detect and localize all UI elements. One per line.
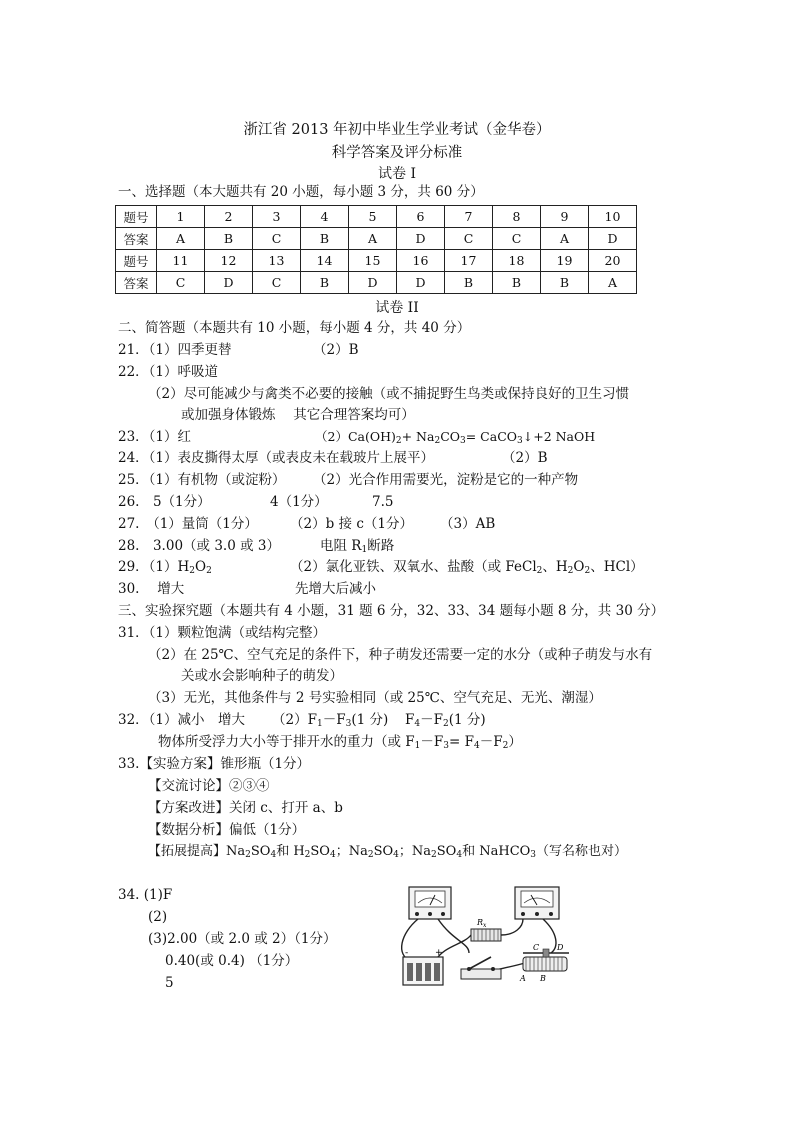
answer-24-part2: （2）B [502, 450, 548, 466]
answer-26-part1: 26. 5（1分） [118, 494, 211, 510]
row-label: 答案 [116, 228, 157, 250]
table-row [116, 272, 637, 294]
resistor-label: $R_x$ [477, 918, 487, 929]
table-cell: 10 [589, 206, 637, 228]
answer-34-part2: (2) [148, 909, 168, 925]
table-cell: 19 [541, 250, 589, 272]
table-cell: C [253, 228, 301, 250]
answer-33-discussion: 【交流讨论】②③④ [148, 778, 270, 794]
terminal-c-label: C [533, 943, 540, 952]
answer-24-part1: 24．（1）表皮撕得太厚（或表皮未在载玻片上展平） [118, 450, 435, 466]
answer-26-part2: 4（1分） [270, 494, 328, 510]
battery-minus-label: - [405, 948, 409, 958]
table-cell: C [445, 228, 493, 250]
answer-29-part2: （2）氯化亚铁、双氧水、盐酸（或 FeCl$_2$、$H_2O_2$、HCl） [290, 559, 644, 576]
row-label: 题号 [116, 206, 157, 228]
answer-32-part1: 32．（1）减小 增大 [118, 712, 246, 728]
table-cell: 2 [205, 206, 253, 228]
terminal-b-label: B [540, 974, 546, 983]
answer-30-part2: 先增大后减小 [295, 581, 376, 597]
answer-33-improvement: 【方案改进】关闭 c、打开 a、b [148, 800, 343, 816]
table-cell: 18 [493, 250, 541, 272]
answer-26-part3: 7.5 [372, 494, 394, 510]
table-cell: 13 [253, 250, 301, 272]
row-label: 答案 [116, 272, 157, 294]
table-cell: D [589, 228, 637, 250]
table-cell: A [541, 228, 589, 250]
answer-28-part2: 电阻 $R_1$断路 [320, 538, 395, 555]
table-cell: A [157, 228, 205, 250]
table-cell: B [301, 228, 349, 250]
answer-31-part3: （3）无光，其他条件与 2 号实验相同（或 25℃、空气充足、无光、潮湿） [148, 690, 602, 706]
table-cell: 8 [493, 206, 541, 228]
answer-31-part1: 31．（1）颗粒饱满（或结构完整） [118, 625, 327, 641]
switch-icon [461, 957, 501, 979]
answer-28-part1: 28. 3.00（或 3.0 或 3） [118, 538, 280, 554]
table-cell: 7 [445, 206, 493, 228]
rheostat-icon [523, 949, 569, 971]
table-cell: 14 [301, 250, 349, 272]
table-cell: 5 [349, 206, 397, 228]
document-title: 浙江省 2013 年初中毕业生学业考试（金华卷） [243, 122, 551, 138]
table-cell: B [541, 272, 589, 294]
table-cell: 11 [157, 250, 205, 272]
table-cell: 3 [253, 206, 301, 228]
table-cell: B [445, 272, 493, 294]
wire [438, 919, 469, 953]
table-cell: C [493, 228, 541, 250]
table-row [116, 250, 637, 272]
table-row [116, 206, 637, 228]
table-cell: 15 [349, 250, 397, 272]
table-cell: 20 [589, 250, 637, 272]
resistor-icon [471, 929, 501, 941]
answer-32-conclusion: 物体所受浮力大小等于排开水的重力（或 $F_1-F_3= F_4-F_2$） [158, 734, 522, 751]
paper-one-heading: 试卷 I [378, 166, 416, 182]
table-cell: 9 [541, 206, 589, 228]
paper-two-heading: 试卷 II [375, 300, 419, 316]
terminal-d-label: D [557, 943, 564, 952]
answer-34-part1: 34. (1)F [118, 887, 173, 903]
answer-33-plan: 33.【实验方案】锥形瓶（1分） [118, 756, 311, 772]
answer-23-part2: $(2)Ca(OH)_2+ Na_2CO_3=$ CaCO$_3$↓+2 NaOH [315, 429, 596, 446]
table-cell: B [205, 228, 253, 250]
circuit-diagram [383, 883, 583, 993]
ammeter-icon [515, 887, 559, 919]
table-cell: 1 [157, 206, 205, 228]
answer-33-extension: 【拓展提高】$Na_2SO_4$和 $H_2SO_4$；$Na_2SO_4$；$Na_2SO_4$和 NaHCO$_3$（写名称也对） [148, 844, 628, 860]
table-cell: C [253, 272, 301, 294]
answer-31-part2-line2: 关或水会影响种子的萌发） [181, 668, 343, 684]
answer-27-part3: （3）AB [440, 516, 496, 532]
answer-table [115, 205, 637, 294]
answer-32-part2: $(2)F_1-F_3(1$ 分) [272, 712, 389, 729]
table-cell: 17 [445, 250, 493, 272]
row-label: 题号 [116, 250, 157, 272]
answer-34-part3-value: 0.40(或 0.4) （1分） [165, 953, 299, 969]
answer-33-analysis: 【数据分析】偏低（1分） [148, 822, 306, 838]
answer-22-part2-line1: （2）尽可能减少与禽类不必要的接触（或不捕捉野生鸟类或保持良好的卫生习惯 [148, 386, 630, 402]
terminal-a-label: A [520, 974, 526, 983]
table-cell: 4 [301, 206, 349, 228]
table-cell: 16 [397, 250, 445, 272]
document-subtitle: 科学答案及评分标准 [331, 145, 463, 161]
table-cell: 6 [397, 206, 445, 228]
answer-21-part1: 21．（1）四季更替 [118, 342, 232, 358]
answer-21-part2: （2）B [313, 342, 359, 358]
answer-31-part2-line1: （2）在 25℃、空气充足的条件下，种子萌发还需要一定的水分（或种子萌发与水有 [148, 647, 653, 663]
answer-22-part2-line2: 或加强身体锻炼 其它合理答案均可） [181, 407, 415, 423]
wire [501, 919, 523, 935]
table-cell: C [157, 272, 205, 294]
battery-plus-label: + [435, 948, 443, 958]
answer-27-part2: （2）b 接 c（1分） [290, 516, 413, 532]
section-one-heading: 一、选择题（本大题共有 20 小题，每小题 3 分，共 60 分） [118, 184, 484, 200]
wire [543, 919, 556, 953]
table-cell: D [349, 272, 397, 294]
section-three-heading: 三、实验探究题（本题共有 4 小题，31 题 6 分，32、33、34 题每小题 8 分，共 30 分） [118, 603, 665, 619]
battery-icon [403, 957, 443, 985]
table-row [116, 228, 637, 250]
answer-27-part1: 27. （1）量筒（1分） [118, 516, 258, 532]
section-two-heading: 二、简答题（本题共有 10 小题，每小题 4 分，共 40 分） [118, 320, 471, 336]
table-cell: D [397, 228, 445, 250]
table-cell: B [493, 272, 541, 294]
table-cell: A [349, 228, 397, 250]
table-cell: 12 [205, 250, 253, 272]
answer-25-part2: （2）光合作用需要光，淀粉是它的一种产物 [313, 472, 579, 488]
table-cell: D [397, 272, 445, 294]
answer-32-part3: $F_4-F_2(1$ 分) [405, 712, 486, 729]
answer-34-part3-result: 5 [165, 975, 174, 991]
table-cell: A [589, 272, 637, 294]
voltmeter-icon [409, 887, 451, 919]
answer-29-part1: 29．$(1)H_2O_2$ [118, 559, 212, 576]
answer-23-part1: 23．（1）红 [118, 429, 192, 445]
table-cell: D [205, 272, 253, 294]
answer-34-part3: (3)2.00（或 2.0 或 2）（1分） [148, 931, 337, 947]
table-cell: B [301, 272, 349, 294]
answer-25-part1: 25．（1）有机物（或淀粉） [118, 472, 286, 488]
answer-30-part1: 30. 增大 [118, 581, 185, 597]
answer-22-part1: 22．（1）呼吸道 [118, 364, 219, 380]
